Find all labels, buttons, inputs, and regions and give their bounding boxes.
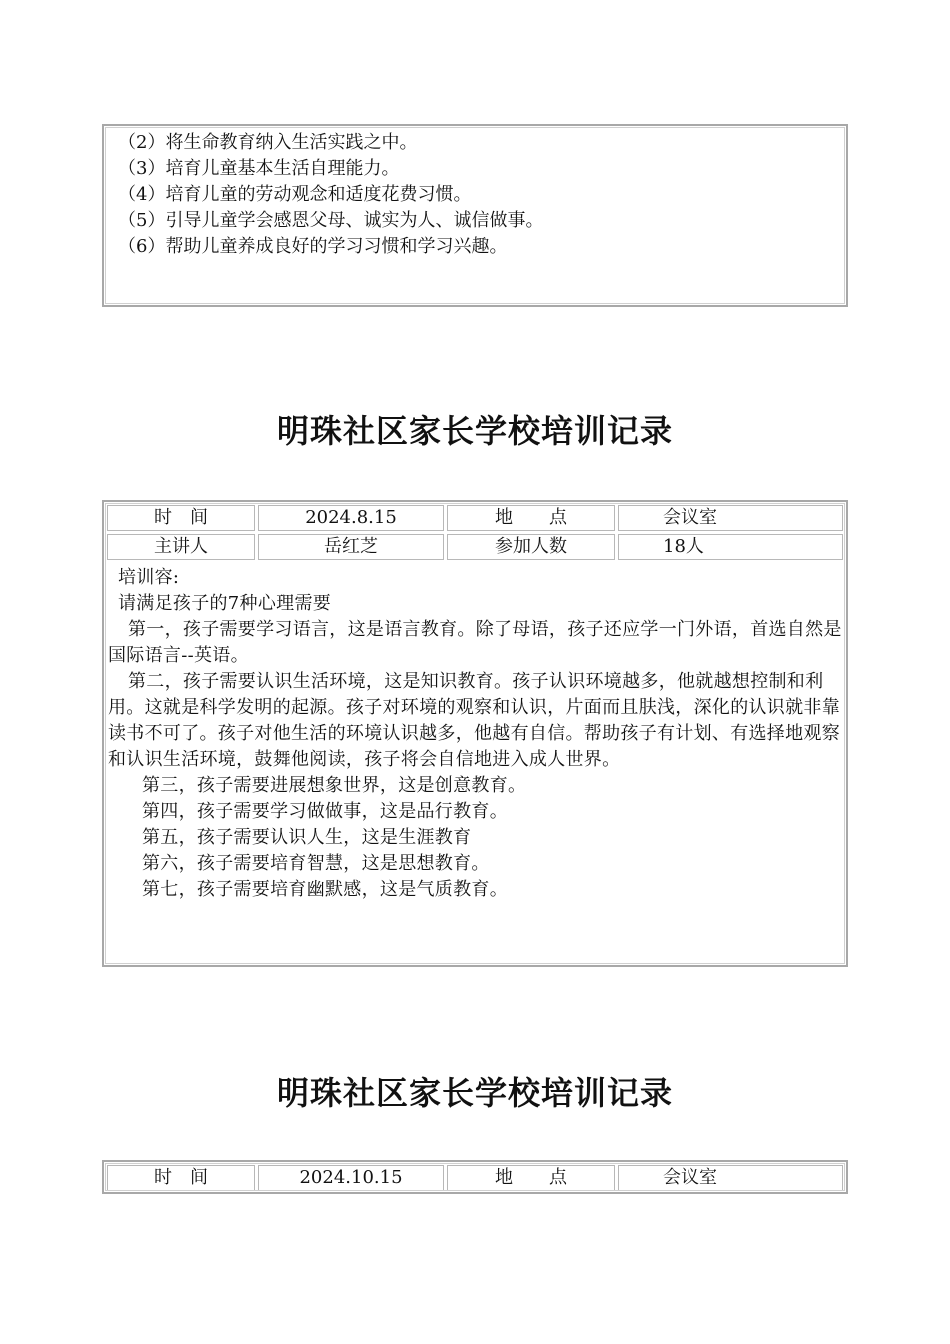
record1-content-line-1: 请满足孩子的7种心理需要 [118, 593, 332, 614]
top-line-5: （6）帮助儿童养成良好的学习习惯和学习兴趣。 [118, 236, 508, 257]
record1-content-line-4: 第三，孩子需要进展想象世界，这是创意教育。 [142, 775, 527, 796]
record1-time-value: 2024.8.15 [258, 505, 444, 531]
record1-attendees-value: 18人 [618, 534, 843, 560]
record1-row-time [107, 505, 843, 531]
record1-time-label: 时 间 [107, 505, 255, 531]
record1-info-table [104, 502, 846, 563]
record2-place-value: 会议室 [618, 1165, 843, 1191]
top-content-lines [104, 126, 846, 260]
record1-content-line-2: 第一，孩子需要学习语言，这是语言教育。除了母语，孩子还应学一门外语，首选自然是国际语言--英语。 [108, 619, 842, 666]
top-content-box [102, 124, 848, 307]
record1-speaker-value: 岳红芝 [258, 534, 444, 560]
top-line-4: （5）引导儿童学会感恩父母、诚实为人、诚信做事。 [118, 210, 544, 231]
record1-content-line-5: 第四，孩子需要学习做做事，这是品行教育。 [142, 801, 508, 822]
top-line-2: （3）培育儿童基本生活自理能力。 [118, 158, 400, 179]
record2-time-label: 时 间 [107, 1165, 255, 1191]
record1-content-line-3: 第二，孩子需要认识生活环境，这是知识教育。孩子认识环境越多，他就越想控制和利用。这就是科学发明的起源。孩子对环境的观察和认识，片面而且肤浅，深化的认识就非靠读书不可了。孩子对他生活的环境认识越多，他越有自信。帮助孩子有计划、有选择地观察和认识生活环境，鼓舞他阅读，孩子将会自信地进入成人世界。 [108, 671, 840, 770]
record2-info-table [104, 1162, 846, 1194]
record2-title: 明珠社区家长学校培训记录 [276, 1074, 673, 1112]
top-line-1: （2）将生命教育纳入生活实践之中。 [118, 132, 418, 153]
record2-time-value: 2024.10.15 [258, 1165, 444, 1191]
record1-content [104, 563, 846, 903]
record1-place-value: 会议室 [618, 505, 843, 531]
record2-row-time [107, 1165, 843, 1191]
record1-content-line-7: 第六，孩子需要培育智慧，这是思想教育。 [142, 853, 490, 874]
record1-place-label: 地 点 [447, 505, 615, 531]
record1-attendees-label: 参加人数 [447, 534, 615, 560]
record2-place-label: 地 点 [447, 1165, 615, 1191]
record1-row-speaker [107, 534, 843, 560]
record1-speaker-label: 主讲人 [107, 534, 255, 560]
top-line-3: （4）培育儿童的劳动观念和适度花费习惯。 [118, 184, 472, 205]
record1-table [102, 500, 848, 967]
record1-title: 明珠社区家长学校培训记录 [276, 412, 673, 450]
record1-content-line-8: 第七，孩子需要培育幽默感，这是气质教育。 [142, 879, 508, 900]
record1-content-label: 培训容: [118, 567, 180, 588]
record1-content-line-6: 第五，孩子需要认识人生，这是生涯教育 [142, 827, 472, 848]
record2-table [102, 1160, 848, 1194]
